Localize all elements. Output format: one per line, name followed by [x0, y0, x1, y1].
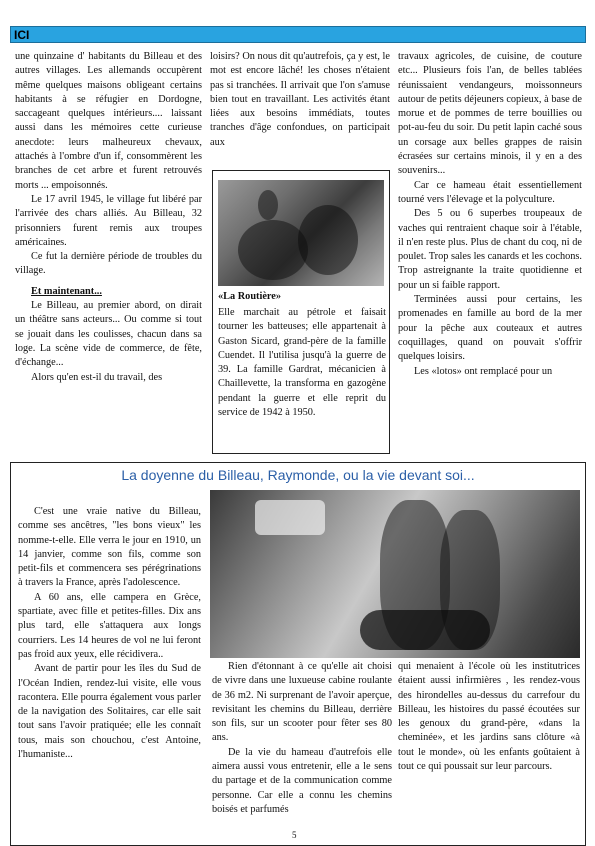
section-heading: Et maintenant... — [31, 285, 102, 297]
tractor-photo — [218, 180, 384, 286]
article-column-1 — [15, 50, 202, 385]
article-column-2 — [210, 50, 390, 150]
col1-paragraph: Le Billeau, au premier abord, on dirait un théâtre sans acteurs... Ou comme si tout se jouait dans les coulisses, chacun dans sa loge. La scène vide de commerce, de fête, d'échange... — [15, 300, 202, 369]
col3-paragraph: travaux agricoles, de cuisine, de couture etc... Plusieurs fois l'an, de belles tablées réunissaient vendangeurs, moissonneurs autour de petits déjeuners copieux, à base de morue et de pommes de terre bouillies ou pot-au-feu du soir. Du petit lapin caché sous un corsage aux belles grappes de raisin écrasées sur certains minois, il y en a des souvenirs... — [398, 51, 582, 177]
col1-paragraph: une quinzaine d' habitants du Billeau et des autres villages. Les allemands occupèrent même quelques maisons obligeant certains habitants à se réfugier en Dordogne, saccageant quelques intérieurs.... laissant aussi dans les mémoires cette curieuse anecdote: leurs malheureux chevaux, attachés à l'ombre d'un if, consommèrent les branches de cet arbre et furent retrouvés morts ... empoisonnés. — [15, 51, 202, 191]
section-label: ICI — [14, 28, 30, 42]
article-headline: La doyenne du Billeau, Raymonde, ou la vie devant soi... — [121, 467, 475, 483]
page-number: 5 — [292, 830, 297, 840]
article2-paragraph: qui menaient à l'école où les institutrices étaient aussi infirmières , les rendez-vous des hirondelles au-dessus du carrefour du Billeau, les histoires du passé écoutées sur les genoux du grand-père, «dans la cheminée», et les jardins sans clôture «à tout le monde», où les enfants goûtaient à tout ce qui poussait sur leur parcours. — [398, 661, 580, 773]
scooter-photo — [210, 490, 580, 658]
col3-paragraph: Des 5 ou 6 superbes troupeaux de vaches qui rentraient chaque soir à l'étable, il n'en reste plus. Plus de chant du coq, ni de poulet. Trop sales les canards et les cochons. Trop astreignante la traite quotidienne et pour un si faible rapport. — [398, 208, 582, 291]
section-header-bar — [10, 26, 586, 43]
article2-paragraph: A 60 ans, elle campera en Grèce, spartiate, avec fille et petites-filles. Dix ans plus tard, elle s'attaquera aux longs courriers. Les 14 heures de vol ne lui feront pas froid aux yeux, elle récidivera.. — [18, 591, 201, 660]
col1-paragraph: Alors qu'en est-il du travail, des — [31, 371, 163, 383]
article2-paragraph: C'est une vraie native du Billeau, comme ses ancêtres, "les bons vieux" les nomme-t-elle. Elle verra le jour en 1910, un 14 janvier, comme son fils, comme son petit-fils et commencera ses pérégrinations à travers la France, après l'adolescence. — [18, 506, 201, 589]
col1-paragraph: Le 17 avril 1945, le village fut libéré par l'arrivée des chars alliés. Au Billeau, 32 prisonniers furent remis aux troupes américaines. — [15, 193, 202, 248]
article2-paragraph: De la vie du hameau d'autrefois elle aimera aussi vous entretenir, elle a le sens du partage et de la communication comme personne. Car elle a connu les chemins boisés et parfumés — [212, 746, 392, 815]
col3-paragraph: Terminées aussi pour certains, les promenades en famille au bord de la mer pour la pêche aux couteaux et autres coquillages, quand on pouvait s'offrir quelques loisirs. — [398, 294, 582, 363]
article2-right-column — [398, 660, 580, 774]
article2-paragraph: Rien d'étonnant à ce qu'elle ait choisi de vivre dans une luxueuse cabine roulante de 36 m2. Ni surprenant de l'avoir aperçue, revisitant les chemins du Billeau, derrière son fils, sur un scooter pour fêter ses 80 ans. — [212, 661, 392, 744]
caption-text: Elle marchait au pétrole et faisait tourner les batteuses; elle appartenait à Gaston Sicard, grand-père de la famille Cuendet. Il l'utilisa jusqu'à la guerre de 39. La famille Gardrat, mécanicien à Chaillevette, la transforma en gazogène pendant la guerre et elle reprit du service de 1942 à 1950. — [218, 307, 386, 419]
col3-paragraph: Car ce hameau était essentiellement tourné vers l'élevage et la polyculture. — [398, 179, 582, 205]
col1-paragraph: Ce fut la dernière période de troubles du village. — [15, 251, 202, 277]
article2-left-column — [18, 505, 201, 762]
caption-title: «La Routière» — [218, 291, 282, 302]
article2-middle-column — [212, 660, 392, 817]
article-column-3 — [398, 50, 582, 379]
col2-paragraph: loisirs? On nous dit qu'autrefois, ça y est, le mot est encore lâché! les choses n'étaient pas si tranchées. Il arrivait que l'on s'amuse bien tout en travaillant. Les activités étant liées aux besoins immédiats, toutes tranches d'âge confondues, on participait aux — [210, 51, 390, 148]
col3-paragraph: Les «lotos» ont remplacé pour un — [414, 365, 553, 377]
article2-paragraph: Avant de partir pour les îles du Sud de l'Océan Indien, rendez-lui visite, elle vous racontera. Elle pourra également vous parler de la navigation des Solitaires, car elle sait tout sans l'avoir pratiquée; elle les connaît tous, mais son chouchou, c'est Antoine, l'humaniste... — [18, 663, 201, 761]
